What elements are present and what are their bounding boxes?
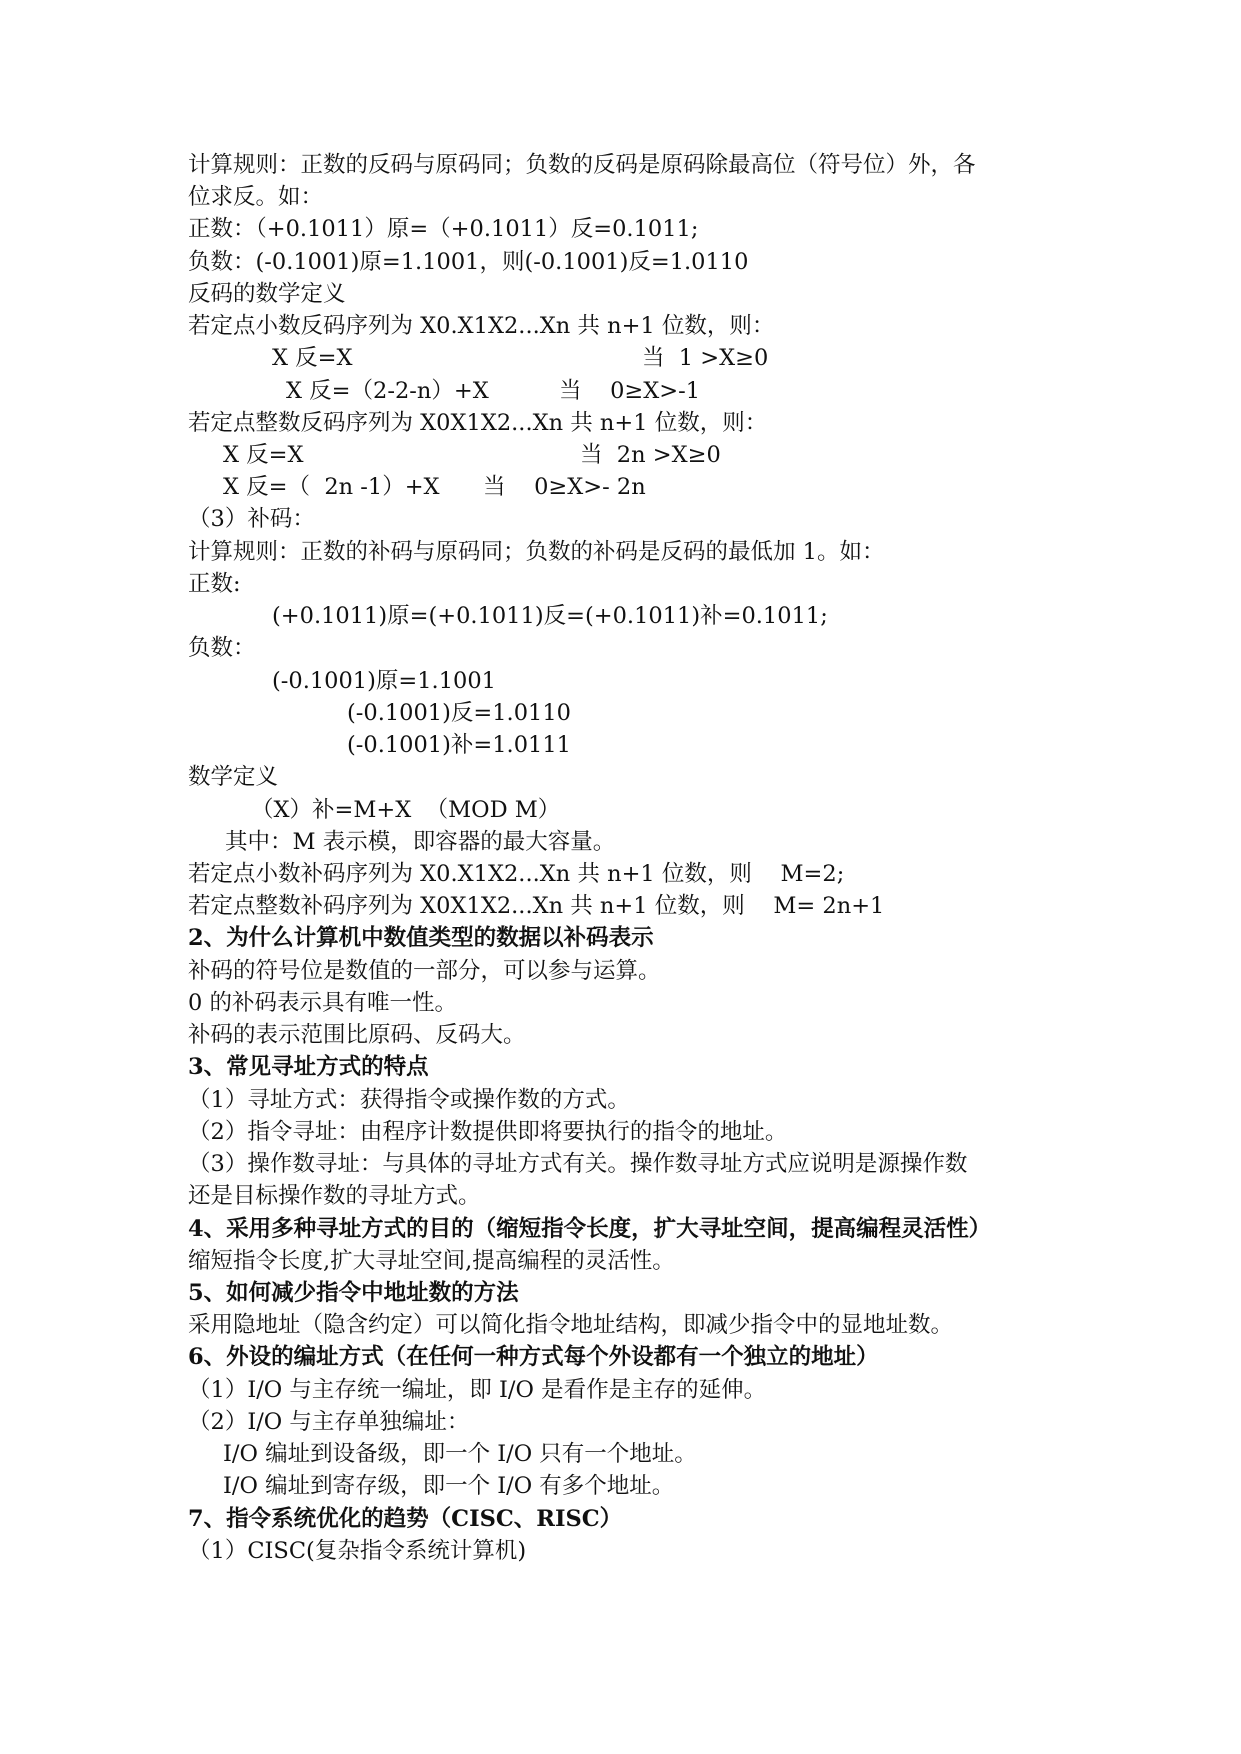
text-line: 位求反。如： <box>188 184 324 210</box>
text-line: （3）补码： <box>188 506 315 532</box>
text-line-tail: 当 0≥X>-1 <box>559 378 701 404</box>
text-line: 还是目标操作数的寻址方式。 <box>188 1183 481 1209</box>
text-line: X 反=（ 2n -1）+X <box>223 474 440 500</box>
text-line: 缩短指令长度,扩大寻址空间,提高编程的灵活性。 <box>188 1248 675 1274</box>
section-heading: 7、指令系统优化的趋势（CISC、RISC） <box>188 1506 623 1532</box>
text-line: 若定点小数补码序列为 X0.X1X2...Xn 共 n+1 位数，则 M=2; <box>188 861 845 887</box>
text-line-tail: 当 2n >X≥0 <box>580 442 721 468</box>
text-line: I/O 编址到设备级，即一个 I/O 只有一个地址。 <box>223 1441 697 1467</box>
section-heading: 6、外设的编址方式（在任何一种方式每个外设都有一个独立的地址） <box>188 1344 879 1370</box>
text-line: （1）I/O 与主存统一编址，即 I/O 是看作是主存的延伸。 <box>188 1377 767 1403</box>
text-line: 补码的符号位是数值的一部分，可以参与运算。 <box>188 958 661 984</box>
text-line: 0 的补码表示具有唯一性。 <box>188 990 457 1016</box>
text-line: (-0.1001)反=1.0110 <box>347 700 571 726</box>
text-line: 负数：(-0.1001)原=1.1001，则(-0.1001)反=1.0110 <box>188 249 749 275</box>
text-line: 若定点整数补码序列为 X0X1X2...Xn 共 n+1 位数，则 M= 2n+1 <box>188 893 885 919</box>
text-line: (-0.1001)补=1.0111 <box>347 732 571 758</box>
text-line: （2）I/O 与主存单独编址： <box>188 1409 470 1435</box>
text-line: （2）指令寻址：由程序计数提供即将要执行的指令的地址。 <box>188 1119 788 1145</box>
text-line: I/O 编址到寄存级，即一个 I/O 有多个地址。 <box>223 1473 675 1499</box>
text-line: X 反=（2-2-n）+X <box>286 378 489 404</box>
text-line: X 反=X <box>223 442 304 468</box>
text-line: 若定点整数反码序列为 X0X1X2...Xn 共 n+1 位数，则： <box>188 410 768 436</box>
text-line: 正数：（+0.1011）原=（+0.1011）反=0.1011; <box>188 216 699 242</box>
text-line: （1）CISC(复杂指令系统计算机) <box>188 1538 527 1564</box>
text-line: （3）操作数寻址：与具体的寻址方式有关。操作数寻址方式应说明是源操作数 <box>188 1151 968 1177</box>
section-heading: 5、如何减少指令中地址数的方法 <box>188 1280 519 1306</box>
text-line: 采用隐地址（隐含约定）可以简化指令地址结构，即减少指令中的显地址数。 <box>188 1312 954 1338</box>
text-line: 计算规则：正数的反码与原码同；负数的反码是原码除最高位（符号位）外，各 <box>188 152 976 178</box>
text-line: 数学定义 <box>188 764 279 790</box>
section-heading: 3、常见寻址方式的特点 <box>188 1054 429 1080</box>
text-line: 若定点小数反码序列为 X0.X1X2...Xn 共 n+1 位数，则： <box>188 313 775 339</box>
section-heading: 2、为什么计算机中数值类型的数据以补码表示 <box>188 925 654 951</box>
text-line: 负数： <box>188 635 256 661</box>
text-line: (-0.1001)原=1.1001 <box>272 668 496 694</box>
text-line: 计算规则：正数的补码与原码同；负数的补码是反码的最低加 1。如： <box>188 539 885 565</box>
text-line: 其中：M 表示模，即容器的最大容量。 <box>225 829 616 855</box>
text-line-tail: 当 1 >X≥0 <box>642 345 769 371</box>
text-line: （1）寻址方式：获得指令或操作数的方式。 <box>188 1087 630 1113</box>
text-line: 正数: <box>188 571 241 597</box>
text-line: X 反=X <box>272 345 353 371</box>
text-line-tail: 当 0≥X>- 2n <box>483 474 646 500</box>
text-line: 反码的数学定义 <box>188 281 346 307</box>
text-line: （X）补=M+X （MOD M） <box>251 797 561 823</box>
section-heading: 4、采用多种寻址方式的目的（缩短指令长度，扩大寻址空间，提高编程灵活性） <box>188 1216 992 1242</box>
text-line: 补码的表示范围比原码、反码大。 <box>188 1022 526 1048</box>
text-line: (+0.1011)原=(+0.1011)反=(+0.1011)补=0.1011; <box>272 603 828 629</box>
